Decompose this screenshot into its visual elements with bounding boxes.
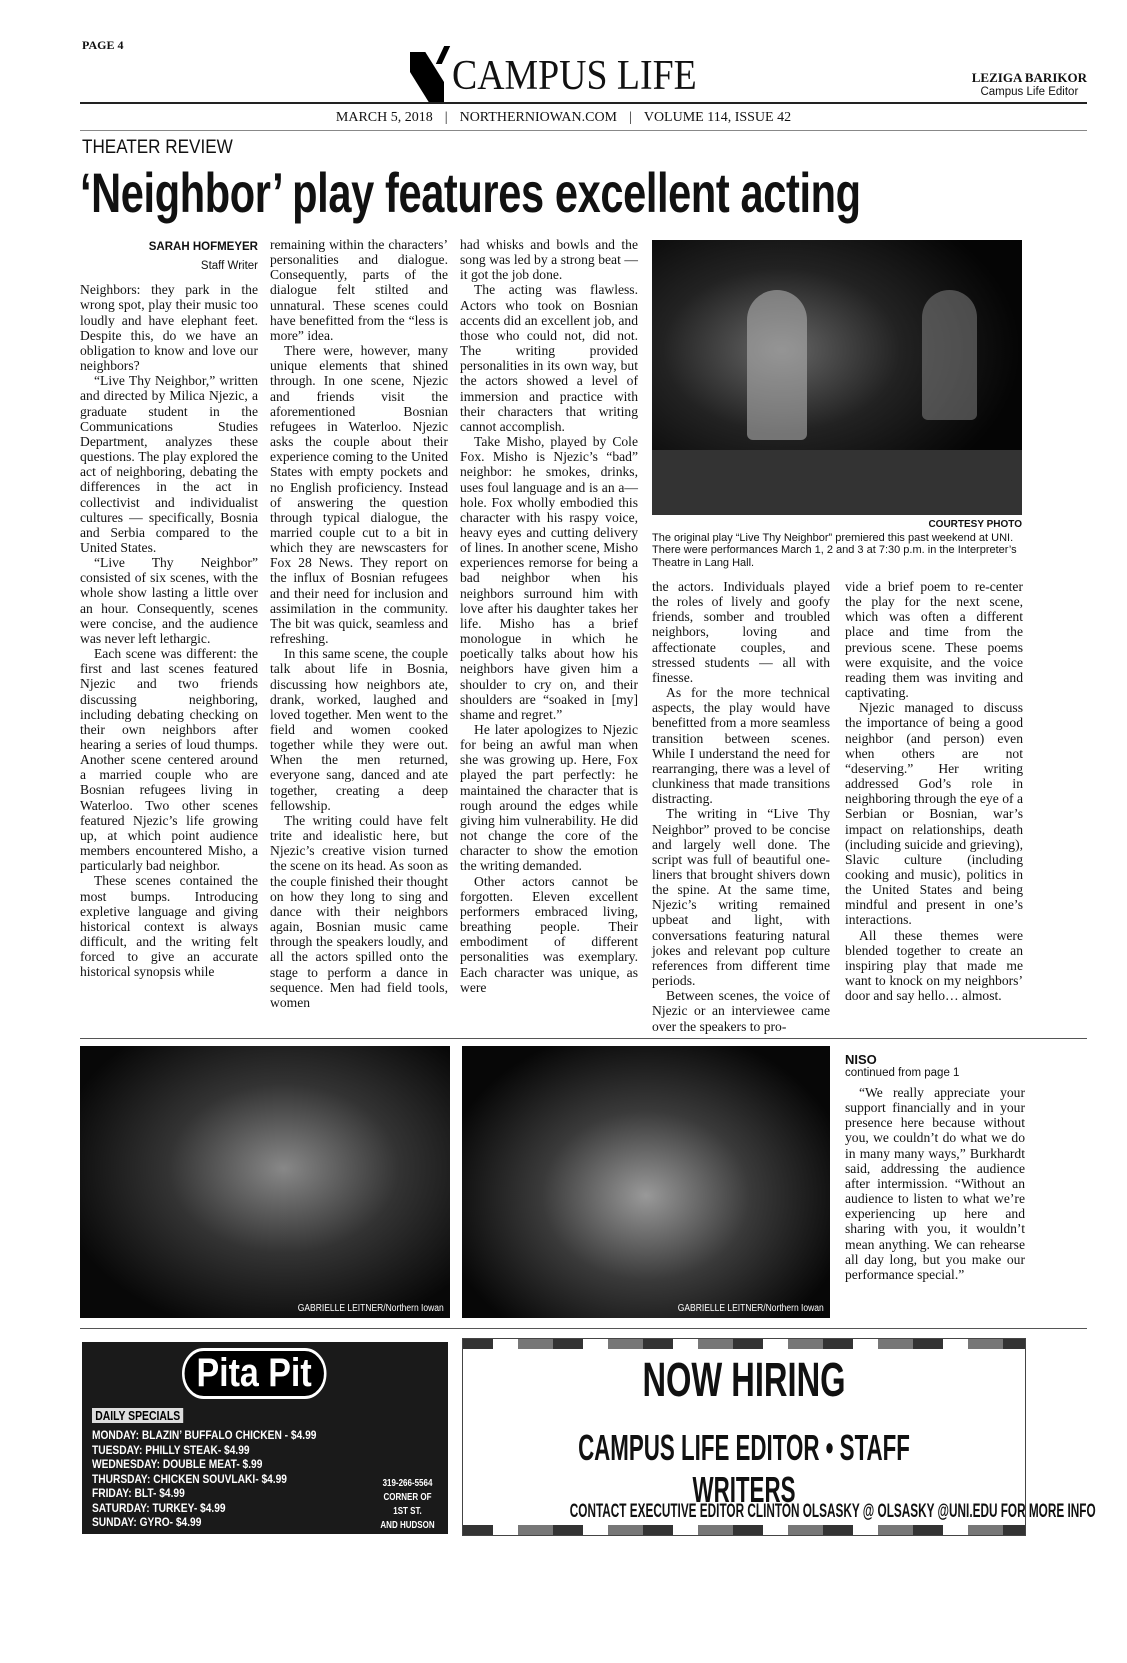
article-column-1 [80,240,258,980]
paragraph: These scenes contained the most bumps. Introducing expletive language and giving historical context is always difficult, and the writing felt forced to give an accurate historical synopsis while [80,873,258,980]
orchestra-photo-1 [80,1046,450,1318]
hiring-positions: CAMPUS LIFE EDITOR • STAFF WRITERS [578,1427,910,1510]
paragraph: The writing could have felt trite and idealistic here, but Njezic’s creative vision turned the scene on its head. As soon as the couple finished their thought on how they long to sing and dance with their neighbors again, Bosnian music came through the speakers loudly, and all the actors spilled onto the stage to perform a dance in sequence. Men had field tools, women [270,812,448,1010]
separator: | [629,110,632,125]
author-name: SARAH HOFMEYER [148,241,258,253]
paragraph: remaining within the characters’ personalities and dialogue. Consequently, parts of the dialogue felt stilted and unnatural. These scenes could have benefitted from the “less is more” idea. [270,237,448,343]
pita-address [375,1477,440,1547]
paragraph: The writing in “Live Thy Neighbor” proved to be concise and largely well done. The script was full of beautiful one-liners that brought shivers down the spine. At the same time, Njezic’s writing remained upbeat and light, with conversations featuring natural jokes and relevant pop culture references from different time periods. [652,806,830,989]
article-kicker: THEATER REVIEW [82,137,233,158]
issue-date: MARCH 5, 2018 [335,110,433,125]
address-line: CORNER OF 1ST ST. [383,1492,432,1517]
author-role: Staff Writer [200,260,258,273]
special-item: THURSDAY: CHICKEN SOUVLAKI- $4.99 [92,1471,287,1486]
editor-name: LEZIGA BARIKOR [971,70,1087,85]
pita-pit-logo: Pita Pit [182,1348,326,1399]
photo-credit: GABRIELLE LEITNER/Northern Iowan [678,1303,824,1314]
paragraph: had whisks and bowls and the song was led by a strong beat — it got the job done. [460,237,638,283]
separator: | [444,110,448,125]
paragraph: Njezic managed to discuss the importance of being a good neighbor (and person) even when others are not “deserving.” Her writing addressed God’s role in neighboring through the eye of a Serbian or Bosnian, war’s impact on relationships, death (including suicide and grieving), Slavic culture (including cooking and music), politics in the United States and being mindful and present in one’s interactions. [845,700,1023,928]
actor-figure [747,290,807,440]
decorative-strip [463,1525,1025,1535]
stage-floor [652,450,1022,515]
logo-accent-icon [436,46,450,64]
address-line: AND HUDSON ROAD [380,1520,435,1545]
special-item: FRIDAY: BLT- $4.99 [92,1486,185,1500]
paragraph: In this same scene, the couple talk about life in Bosnia, discussing how neighbors ate, drank, worked, laughed and loved together. Men went to the field and women cooked together while they were out. When the men returned, everyone sang, danced and ate together, creating a deep fellowship. [270,646,448,813]
page-number: PAGE 4 [82,38,124,52]
paragraph: As for the more technical aspects, the play would have benefitted from a more seamless transition between scenes. While I understand the need for rearranging, there was a level of clunkiness that made transitions distracting. [652,685,830,807]
special-item: WEDNESDAY: DOUBLE MEAT- $.99 [92,1457,263,1471]
hiring-title: NOW HIRING [642,1354,846,1407]
header-rule [80,102,1087,104]
paragraph: Other actors cannot be forgotten. Eleven excellent performers embraced living, breathing people. Their embodiment of different personalities was exemplary. Each character was unique, as were [460,873,638,995]
photo-credit: GABRIELLE LEITNER/Northern Iowan [298,1303,444,1314]
pita-pit-ad[interactable] [82,1342,448,1545]
section-title: CAMPUS LIFE [452,53,697,99]
article-column-3 [460,237,638,995]
paragraph: He later apologizes to Njezic for being an awful man when she was growing up. Here, Fox played the part perfectly: he maintained the character that is rough around the edges while giving him vulnerability. He did not change the core of the character to show the emotion the writing demanded. [460,722,638,874]
play-photo [652,240,1022,515]
byline [80,240,258,274]
niso-title: NISO [845,1052,877,1067]
website-link[interactable]: NORTHERNIOWAN.COM [459,110,618,125]
article-headline: ‘Neighbor’ play features excellent acting [80,161,861,224]
editor-role: Campus Life Editor [980,86,1079,98]
dateline-rule [80,130,1087,131]
decorative-strip [463,1339,1025,1349]
photo-caption-block [652,519,1022,569]
daily-specials-title: DAILY SPECIALS [92,1408,183,1423]
article-column-4 [652,579,830,1034]
section-divider [80,1038,1087,1039]
special-item: SUNDAY: GYRO- $4.99 [92,1515,202,1529]
photo-caption: The original play “Live Thy Neighbor” premiered this past weekend at UNI. There were performances March 1, 2 and 3 at 7:30 p.m. in the Interpreter’s Theatre in Lang Hall. [652,531,1017,569]
paragraph: “Live Thy Neighbor,” written and directed by Milica Njezic, a graduate student in the Communications Studies Department, analyzes these questions. The play explored the act of neighboring, debating the differences in the act in collectivist and individualist cultures — specifically, Bosnia and Serbia compared to the United States. [80,373,258,555]
section-editor [972,70,1087,98]
article-column-5 [845,579,1023,1003]
article-column-2 [270,237,448,1010]
photo-credit: COURTESY PHOTO [928,519,1022,530]
phone: 319-266-5564 [382,1478,433,1489]
specials-list [92,1428,316,1530]
special-item: SATURDAY: TURKEY- $4.99 [92,1500,226,1515]
paragraph: “We really appreciate your support financially and in your presence here because without you, we couldn’t do what we do in many many ways,” Burkhardt said, addressing the audience after intermission. “Without an audience to listen to what we’re experiencing up here and sharing with you, it wouldn’t mean anything. We can rehearse all day long, but you make our performance special.” [845,1085,1025,1282]
paragraph: Take Misho, played by Cole Fox. Misho is Njezic’s “bad” neighbor: he smokes, drinks, uses foul language and is an a—hole. Fox wholly embodied this character with his raspy voice, heavy eyes and cutting delivery of lines. In another scene, Misho experiences remorse for being a bad neighbor when his neighbors surround him with love after his daughter takes her life. Misho has a brief monologue in which he poetically talks about how his neighbors have given him a shoulder to cry on, and their shoulders are “soaked in [my] shame and regret.” [460,434,638,722]
dateline [0,110,1127,126]
paragraph: “Live Thy Neighbor” consisted of six scenes, with the whole show lasting a little over an hour. Consequently, scenes were concise, and the audience was never left lethargic. [80,555,258,646]
now-hiring-ad[interactable] [462,1338,1096,1536]
paragraph: Neighbors: they park in the wrong spot, play their music too loudly and have elephant feet. Despite this, do we have an obligation to know and love our neighbors? [80,282,258,374]
special-item: TUESDAY: PHILLY STEAK- $4.99 [92,1442,250,1457]
volume-issue: VOLUME 114, ISSUE 42 [643,110,792,125]
paragraph: vide a brief poem to re-center the play for the next scene, which was often a different place and time from the previous scene. These poems were exquisite, and the voice reading them was inviting and captivating. [845,579,1023,701]
paragraph: Between scenes, the voice of Njezic or an interviewee came over the speakers to pro- [652,988,830,1034]
actor-figure [922,290,977,420]
paragraph: Each scene was different: the first and last scenes featured Njezic and two friends discussing neighboring, including debating checking on their own neighbors after hearing a series of loud thumps. Another scene centered around a married couple who are Bosnian refugees living in Waterloo. Two other scenes featured Njezic’s life growing up, at which point audience members encountered Misho, a particularly bad neighbor. [80,646,258,874]
paragraph: All these themes were blended together to create an inspiring play that made me want to knock on my neighbors’ door and say hello… almost. [845,927,1023,1004]
special-item: MONDAY: BLAZIN’ BUFFALO CHICKEN - $4.99 [92,1428,317,1442]
continued-from: continued from page 1 [845,1067,960,1079]
paragraph: There were, however, many unique elements that shined through. In one scene, Njezic and friends visit the aforementioned Bosnian refugees in Waterloo. Njezic asks the couple about their experience coming to the United States with empty pockets and no English proficiency. Instead of answering the question through typical dialogue, the married couple cut to a bit in which they are newscasters for Fox 28 News. They report on the influx of Bosnian refugees and their need for inclusion and assimilation in the community. The bit was quick, seamless and refreshing. [270,343,448,647]
paragraph: the actors. Individuals played the roles of lively and goofy friends, somber and troubled neighbors, loving and affectionate couples, and stressed students — all with finesse. [652,579,830,685]
paragraph: The acting was flawless. Actors who took on Bosnian accents did an excellent job, and those who could not, did not. The writing provided personalities in its own way, but the actors showed a level of immersion and practice with their characters that writing cannot accomplish. [460,282,638,434]
ad-divider [80,1328,1087,1329]
orchestra-photo-2 [462,1046,830,1318]
niso-story [845,1052,1025,1282]
hiring-contact: CONTACT EXECUTIVE EDITOR CLINTON OLSASKY @ OLSASKY @UNI.EDU FOR MORE INFO [569,1501,1096,1522]
